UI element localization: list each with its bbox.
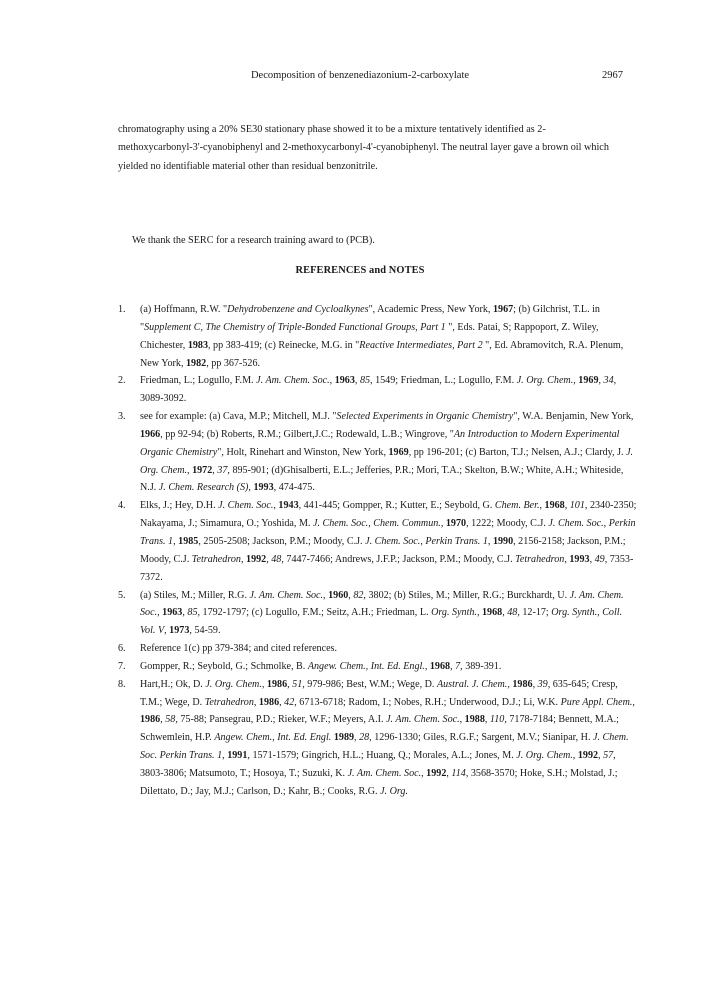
reference-segment: , pp 196-201; (c) Barton, T.J.; Nelsen, A.J.; Clardy, J.: [408, 446, 627, 458]
reference-number: 7.: [118, 660, 126, 672]
reference-segment: ", Ed. Abramovitch, R.A. Plenum, New York,: [140, 339, 624, 369]
reference-segment: 1986: [140, 714, 161, 726]
reference-segment: Gompper, R.; Seybold, G.; Schmolke, B.: [140, 660, 308, 672]
reference-segment: Elks, J.; Hey, D.H.: [140, 500, 219, 512]
reference-item: [118, 408, 638, 497]
reference-segment: ,: [459, 714, 465, 726]
reference-segment: 1970: [445, 518, 467, 530]
reference-segment: ,: [421, 767, 427, 779]
reference-segment: , 7353-7372.: [140, 553, 634, 583]
reference-segment: 1992: [426, 767, 447, 779]
reference-number: 8.: [118, 678, 126, 690]
reference-segment: 1992: [246, 553, 267, 565]
reference-segment: 1986: [266, 678, 288, 690]
reference-segment: , 54-59.: [189, 625, 221, 637]
reference-segment: 1972: [192, 464, 213, 476]
reference-segment: ,: [329, 375, 335, 387]
reference-segment: ,: [157, 607, 163, 619]
reference-segment: 1982: [186, 357, 207, 369]
reference-segment: J. Chem. Soc., Perkin Trans. 1: [140, 518, 636, 547]
reference-segment: 1963: [162, 607, 183, 619]
reference-segment: , 635-645; Cresp, T.M.; Wege, D.: [140, 678, 618, 708]
body-paragraph: chromatography using a 20% SE30 stationary phase showed it to be a mixture tentatively identified as 2-methoxycarbonyl-3'-cyanobiphenyl and 2-methoxycarbonyl-4'-cyanobiphenyl. The neutral layer gave a brown oil which yielded no identifiable material other than residual benzonitrile.: [118, 124, 609, 172]
reference-segment: 1988: [464, 714, 485, 726]
reference-segment: 42: [284, 696, 295, 708]
reference-segment: 58: [165, 714, 176, 726]
reference-segment: ,: [266, 553, 272, 565]
reference-segment: 51: [292, 678, 303, 690]
reference-segment: 85: [187, 607, 198, 619]
reference-segment: J. Am. Chem. Soc.: [249, 589, 324, 601]
reference-segment: 34: [603, 375, 614, 387]
reference-segment: Tetrahedron: [191, 553, 241, 565]
reference-item: [118, 658, 638, 676]
reference-segment: , 979-986; Best, W.M.; Wege, D.: [302, 678, 437, 690]
reference-item: [118, 497, 638, 586]
reference-segment: 49: [594, 553, 605, 565]
reference-segment: Austral. J. Chem.: [436, 678, 508, 690]
reference-segment: , 441-445; Gompper, R.; Kutter, E.; Seybold, G.: [298, 500, 495, 512]
running-head: [0, 70, 720, 86]
reference-segment: J. Org. Chem.: [140, 446, 634, 476]
reference-segment: ,: [424, 660, 430, 672]
reference-segment: Hart,H.; Ok, D.: [140, 678, 206, 690]
acknowledgement: We thank the SERC for a research training award to (PCB).: [132, 235, 375, 246]
reference-segment: 1969: [388, 446, 409, 458]
reference-segment: , 75-88; Pansegrau, P.D.; Rieker, W.F.; Meyers, A.I.: [175, 714, 387, 726]
reference-segment: 1985: [178, 535, 199, 547]
reference-segment: , pp 383-419; (c) Reinecke, M.G. in ": [208, 339, 360, 351]
reference-segment: J. Am. Chem. Soc.: [386, 714, 460, 726]
reference-text: [140, 497, 638, 586]
reference-segment: J. Org. Chem.: [205, 678, 262, 690]
reference-segment: ,: [487, 535, 493, 547]
reference-segment: , 895-901; (d)Ghisalberti, E.L.; Jefferies, P.R.; Mori, T.A.; Skelton, B.W.; White, A.H.; Whiteside, N.J.: [140, 464, 624, 494]
reference-segment: J. Chem. Soc., Chem. Commun.: [312, 518, 441, 530]
reference-segment: ,: [532, 678, 538, 690]
reference-segment: ,: [564, 553, 570, 565]
reference-segment: ,: [273, 500, 279, 512]
reference-segment: , 474-475.: [273, 482, 315, 494]
reference-text: [140, 658, 638, 676]
reference-segment: 1968: [544, 500, 565, 512]
reference-segment: 1990: [492, 535, 514, 547]
reference-item: [118, 676, 638, 801]
reference-segment: 1968: [482, 607, 503, 619]
reference-segment: ,: [573, 375, 579, 387]
reference-number: 2.: [118, 375, 126, 387]
reference-segment: ,: [287, 678, 293, 690]
reference-segment: Org. Synth.: [431, 607, 477, 619]
reference-segment: ,: [348, 589, 354, 601]
reference-item: [118, 301, 638, 372]
reference-segment: Chem. Ber.: [494, 500, 540, 512]
reference-segment: (a) Hoffmann, R.W. ": [140, 304, 228, 315]
reference-segment: ", Academic Press, New York,: [368, 304, 493, 315]
reference-segment: 57: [603, 750, 614, 762]
reference-segment: ", W.A. Benjamin, New York,: [513, 411, 634, 423]
reference-segment: ,: [440, 518, 446, 530]
reference-segment: 1943: [278, 500, 299, 512]
reference-segment: , 1296-1330; Giles, R.G.F.; Sargent, M.V.; Sianipar, H.: [369, 732, 594, 744]
reference-segment: ,: [212, 464, 218, 476]
references-list: [118, 301, 638, 801]
reference-segment: Reactive Intermediates, Part 2: [359, 339, 483, 351]
reference-segment: Pure Appl. Chem.: [560, 696, 633, 708]
reference-segment: 1986: [512, 678, 533, 690]
reference-segment: , pp 367-526.: [206, 357, 261, 369]
reference-text: [140, 408, 638, 497]
reference-segment: ,: [502, 607, 508, 619]
reference-segment: J. Am. Chem. Soc.: [140, 589, 624, 619]
reference-segment: ,: [598, 750, 604, 762]
reference-segment: J. Am. Chem. Soc.: [347, 767, 422, 779]
reference-segment: 1960: [328, 589, 349, 601]
reference-segment: 114: [451, 767, 466, 779]
reference-segment: ,: [632, 696, 635, 708]
reference-segment: 101: [569, 500, 585, 512]
reference-segment: 1967: [492, 304, 514, 315]
reference-segment: 37: [217, 464, 228, 476]
reference-segment: 82: [353, 589, 364, 601]
reference-segment: 1993: [569, 553, 590, 565]
reference-segment: , 7178-7184; Bennett, M.A.; Schwemlein, H.P.: [140, 714, 619, 744]
reference-segment: , 1222; Moody, C.J.: [466, 518, 549, 530]
reference-segment: Angew. Chem., Int. Ed. Engl.: [214, 732, 332, 744]
reference-segment: 39: [537, 678, 548, 690]
reference-segment: , pp 92-94; (b) Roberts, R.M.; Gilbert,J.C.; Rodewald, L.B.; Wingrove, ": [160, 428, 454, 440]
reference-segment: , 3802; (b) Stiles, M.; Miller, R.G.; Burckhardt, U.: [363, 589, 570, 601]
reference-segment: 1986: [258, 696, 280, 708]
reference-segment: ,: [572, 750, 578, 762]
reference-segment: 28: [359, 732, 370, 744]
reference-segment: Selected Experiments in Organic Chemistry: [336, 411, 514, 423]
reference-segment: J. Org.: [380, 785, 409, 797]
reference-segment: 1989: [333, 732, 355, 744]
reference-segment: An Introduction to Modern Experimental Organic Chemistry: [140, 428, 620, 458]
reference-segment: ,: [279, 696, 285, 708]
reference-segment: ,: [182, 607, 188, 619]
reference-segment: J. Am. Chem. Soc.: [256, 375, 330, 387]
reference-segment: Reference 1(c) pp 379-384; and cited references.: [140, 643, 338, 655]
reference-segment: , 1549; Friedman, L.; Logullo, F.M.: [370, 375, 517, 387]
reference-segment: ,: [240, 553, 247, 565]
reference-segment: ,: [539, 500, 545, 512]
reference-segment: ; (b) Gilchrist, T.L. in ": [140, 304, 600, 333]
reference-text: [140, 301, 638, 372]
reference-segment: , 389-391.: [460, 660, 502, 672]
reference-segment: 1983: [187, 339, 208, 351]
reference-segment: (a) Stiles, M.; Miller, R.G.: [140, 589, 250, 601]
reference-segment: 1991: [227, 750, 248, 762]
reference-segment: ,: [160, 714, 166, 726]
reference-segment: ,: [261, 678, 267, 690]
reference-segment: 110: [489, 714, 505, 726]
reference-segment: , 1571-1579; Gingrich, H.L.; Huang, Q.; Morales, A.L.; Jones, M.: [247, 750, 517, 762]
reference-segment: Dehydrobenzene and Cycloalkynes: [227, 304, 369, 315]
reference-segment: ,: [598, 375, 604, 387]
reference-segment: ,: [450, 660, 456, 672]
reference-segment: , 3568-3570; Hoke, S.H.; Molstad, J.; Dilettato, D.; Jay, M.J.; Carlson, D.; Kahr, B.; Cooks, R.G.: [140, 767, 618, 797]
reference-segment: ,: [173, 535, 179, 547]
page-number: 2967: [602, 70, 623, 81]
reference-segment: ,: [484, 714, 490, 726]
reference-segment: see for example: (a) Cava, M.P.; Mitchell, M.J. ": [140, 411, 337, 423]
reference-segment: J. Chem. Soc., Perkin Trans. 1: [365, 535, 488, 547]
reference-segment: , 2340-2350; Nakayama, J.; Simamura, O.; Yoshida, M.: [140, 500, 637, 530]
reference-segment: ,: [222, 750, 228, 762]
reference-segment: Tetrahedron: [204, 696, 254, 708]
reference-segment: , 2156-2158; Jackson, P.M.; Moody, C.J.: [140, 535, 626, 565]
reference-segment: , 3089-3092.: [140, 375, 617, 405]
reference-segment: , 1792-1797; (c) Logullo, F.M.; Seitz, A.H.; Friedman, L.: [197, 607, 432, 619]
reference-segment: ,: [253, 696, 259, 708]
reference-segment: ,: [164, 625, 170, 637]
reference-segment: Supplement C, The Chemistry of Triple-Bonded Functional Groups, Part 1: [144, 321, 446, 333]
reference-segment: ", Holt, Rinehart and Winston, New York,: [217, 446, 389, 458]
reference-segment: ,: [354, 732, 360, 744]
reference-segment: , 7447-7466; Andrews, J.F.P.; Jackson, P.M.; Moody, C.J.: [281, 553, 516, 565]
reference-number: 6.: [118, 643, 126, 655]
reference-segment: Tetrahedron: [515, 553, 565, 565]
reference-number: 3.: [118, 411, 126, 423]
reference-item: [118, 587, 638, 641]
running-head-title: Decomposition of benzenediazonium-2-carboxylate: [250, 70, 470, 81]
reference-segment: J. Org. Chem.: [516, 750, 573, 762]
reference-segment: , 2505-2508; Jackson, P.M.; Moody, C.J.: [198, 535, 366, 547]
reference-segment: ,: [476, 607, 482, 619]
reference-item: [118, 372, 638, 408]
reference-segment: ,: [564, 500, 570, 512]
reference-text: [140, 676, 638, 801]
reference-segment: 1973: [169, 625, 190, 637]
reference-segment: , 3803-3806; Matsumoto, T.; Hosoya, T.; Suzuki, K.: [140, 750, 616, 779]
reference-segment: ,: [323, 589, 329, 601]
reference-item: [118, 640, 638, 658]
reference-segment: 1966: [140, 428, 161, 440]
reference-segment: 1968: [429, 660, 451, 672]
reference-segment: ", Eds. Patai, S; Rappoport, Z. Wiley, Chichester,: [140, 321, 599, 351]
reference-text: [140, 640, 638, 658]
reference-segment: ,: [248, 482, 254, 494]
reference-segment: , 6713-6718; Radom, I.; Nobes, R.H.; Underwood, D.J.; Li, W.K.: [294, 696, 561, 708]
reference-segment: Friedman, L.; Logullo, F.M.: [140, 375, 257, 387]
reference-segment: J. Chem. Soc. Perkin Trans. 1: [140, 732, 629, 762]
reference-segment: ,: [354, 375, 360, 387]
reference-text: [140, 587, 638, 641]
reference-segment: ,: [589, 553, 595, 565]
reference-segment: , 12-17;: [517, 607, 552, 619]
reference-segment: ,: [187, 464, 193, 476]
reference-segment: Org. Synth., Coll. Vol. V: [140, 607, 623, 637]
reference-segment: 48: [271, 553, 282, 565]
reference-segment: 7: [455, 660, 461, 672]
reference-number: 4.: [118, 500, 126, 512]
reference-segment: 1969: [578, 375, 599, 387]
reference-segment: J. Org. Chem.: [516, 375, 574, 387]
reference-segment: 1963: [334, 375, 355, 387]
reference-segment: 85: [359, 375, 371, 387]
reference-segment: Angew. Chem., Int. Ed. Engl.: [307, 660, 425, 672]
reference-number: 1.: [118, 304, 126, 315]
reference-segment: J. Chem. Research (S): [158, 482, 249, 494]
references-heading: REFERENCES and NOTES: [295, 265, 425, 276]
reference-segment: 1992: [577, 750, 599, 762]
reference-segment: ,: [507, 678, 513, 690]
reference-segment: ,: [446, 767, 452, 779]
reference-text: [140, 372, 638, 408]
reference-number: 5.: [118, 589, 126, 601]
reference-segment: 1993: [253, 482, 274, 494]
reference-segment: J. Chem. Soc.: [218, 500, 274, 512]
reference-segment: 48: [507, 607, 518, 619]
